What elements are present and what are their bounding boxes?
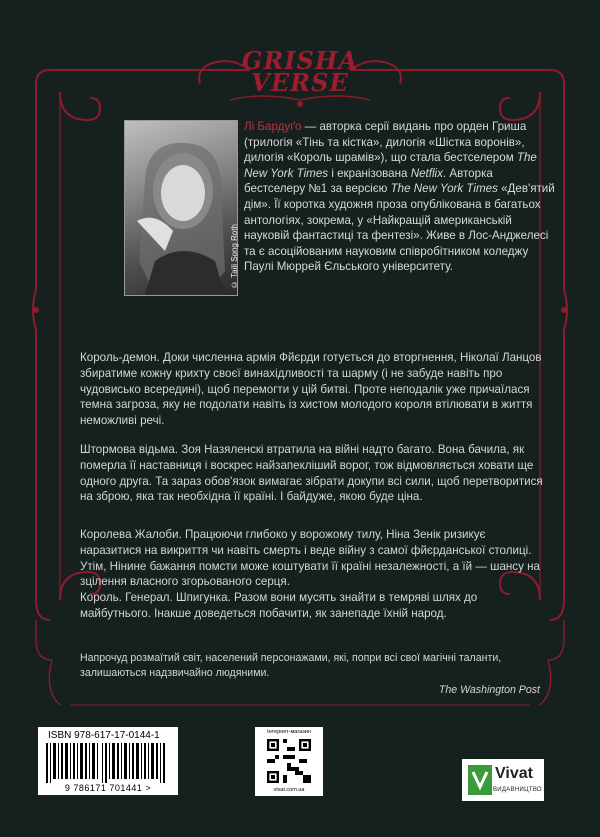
isbn-label: ISBN 978-617-17-0144-1 [48,730,160,741]
bio-netflix: Netflix [410,166,443,180]
publisher-name: Vivat [495,765,533,782]
grishaverse-logo [200,46,400,97]
logo-line-1: GRISHA [241,46,359,75]
synopsis-paragraph: Королева Жалоби. Працюючи глибоко у ворожому тилу, Ніна Зенік ризикує наразитися на викриття чи навіть смерть і веде війну з самої фйєрданської столиці. Утім, Нінине бажання помсти може коштувати її країні незалежності, а їй — шансу на зцілення власного згорьованого серця. [80,528,540,589]
qr-caption-top: Інтернет-магазин [267,729,311,735]
logo-line-2: VERSE [251,68,349,97]
qr-caption-bottom: vivat.com.ua [273,787,305,793]
qr-code-icon [267,739,311,783]
publisher-sub: ВИДАВНИЦТВО [493,787,542,793]
isbn-barcode [38,727,178,795]
author-bio [244,119,556,275]
bio-text-4: «Дев'ятий дім». Її коротка художня проза опублікована в багатьох антологіях, зокрема, у «Найкращій американській науковій фантастиці та фентезі». Живе в Лос-Анджелесі та є асоційованим науковим співробітником коледжу Паулі Мюррей Єльського університету. [244,182,555,274]
review-quote: Напрочуд розмаїтий світ, населений персонажами, які, попри всі свої магічні таланти, залишаються надзвичайно людяними. [80,652,502,679]
bio-text-2: і екранізована [328,166,411,180]
bio-text-3: . Авторка бестселеру №1 за версією [244,166,493,196]
author-name: Лі Бардуґо [244,120,302,133]
synopsis-paragraph: Штормова відьма. Зоя Назяленскі втратила на війні надто багато. Вона бачила, як померла її наставниця і воскрес найзапекліший ворог, тож відмовляється ховати ще одного друга. Та зараз обов'язок вимагає зібрати докупи всі сили, щоб перетворитися на зброю, яка так необхідна її країні. І байдуже, якою буде ціна. [80,443,543,504]
photo-credit: © Taili Song Roth [230,224,239,289]
qr-code-block[interactable] [255,727,323,796]
bio-nyt-2: The New York Times [390,182,498,196]
synopsis-paragraph: Король. Генерал. Шпигунка. Разом вони мусять знайти в темряві шлях до майбутнього. Інакше доведеться побачити, як занепаде їхній народ. [80,591,478,620]
vivat-v-icon [468,765,492,795]
synopsis-paragraph: Король-демон. Доки численна армія Фйєрди готується до вторгнення, Ніколаї Ланцов збиратиме кожну крихту своєї винахідливості та шарму (і не забуде навіть про чудовисько всередині), щоб перемогти у цій битві. Проте неподалік уже причаїлася темна загроза, яку не подолати навіть із хистом молодого короля втілювати в життя неможливі речі. [80,351,542,428]
author-photo [124,120,238,296]
review-source: The Washington Post [438,684,540,696]
publisher-logo [462,759,544,801]
bio-text-1: — авторка серії видань про орден Гриша (трилогія «Тінь та кістка», дилогія «Шістка воронів», дилогія «Король шрамів»), що стала бестселером [244,120,527,165]
barcode-bars [46,743,170,783]
author-portrait-illustration [125,121,237,295]
barcode-digits: 9 786171 701441 > [64,783,152,793]
bio-nyt-1: The New York Times [244,151,537,180]
